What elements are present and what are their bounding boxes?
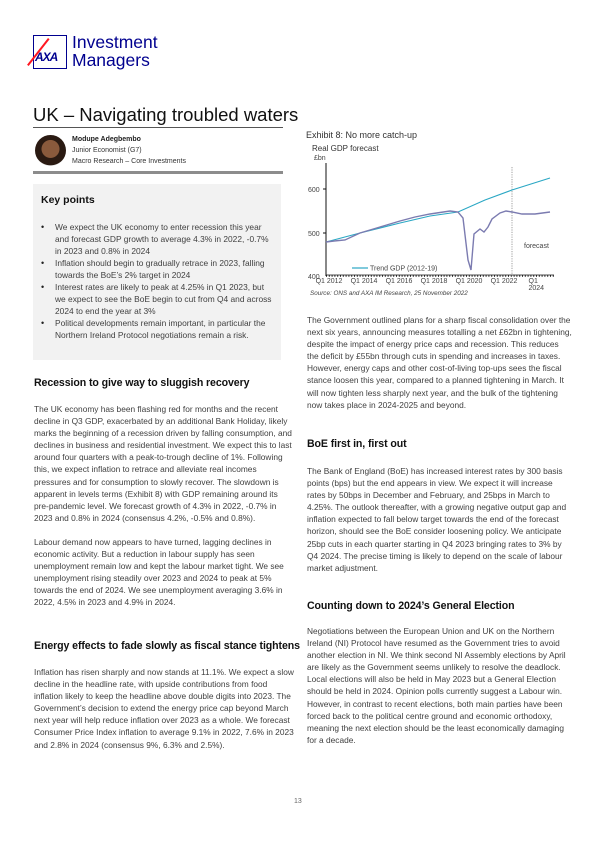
- author-team: Macro Research – Core Investments: [72, 158, 186, 165]
- gdp-line-chart: [300, 155, 560, 281]
- key-points-heading: Key points: [41, 194, 95, 206]
- boe-section: [307, 465, 572, 574]
- author-role: Junior Economist (G7): [72, 147, 142, 154]
- author-divider: [33, 171, 283, 174]
- y-tick-400: 400: [308, 274, 320, 281]
- author-name: Modupe Adegbembo: [72, 136, 141, 143]
- author-block: [72, 134, 186, 167]
- y-axis-unit: £bn: [314, 155, 326, 162]
- author-avatar: [35, 135, 66, 166]
- paragraph: The UK economy has been flashing red for months and the recent decline in Q3 GDP, exacerbated by an additional Bank Holiday, likely marks the beginning of a recession driven by falling consumption, and declines in business and residential investment. We expect this to last around four quarters with a peak-to-trough decline of 1%. Following this, we expect inflation to retrace and alleviate real incomes pressures and for consumption to slowly recover. The slowdown is apparent in levels terms (Exhibit 8) with GDP remaining around its pre-pandemic level. We forecast growth of 4.3% in 2022, -0.7% in 2023 and 0.8% in 2024 (consensus 4.2%, -0.5% and 0.8%).: [34, 404, 292, 523]
- heading-recession: Recession to give way to sluggish recovery: [34, 377, 250, 389]
- x-tick: Q1 2020: [455, 278, 483, 285]
- y-tick-600: 600: [308, 187, 320, 194]
- trend-gdp-line: [326, 178, 550, 242]
- heading-energy: Energy effects to fade slowly as fiscal stance tightens: [34, 640, 300, 652]
- key-points-box: [33, 184, 281, 360]
- paragraph: The Bank of England (BoE) has increased interest rates by 300 basis points (bps) but the end appears in view. We expect it will increase rates by 50bps in December and February, and 25bps in March to 4.25%. The outlook thereafter, with a growing negative output gap and inflation expected to fall below target towards the end of the forecast horizon, should see the BoE consider loosening policy. We anticipate 25bp cuts in each quarter starting in Q4 2023 bringing rates to 3% by Q4 2024. The precise timing is likely to depend on the scale of labour market adjustment.: [307, 466, 567, 573]
- x-tick: Q1 2016: [385, 278, 413, 285]
- fiscal-paragraph: [307, 314, 572, 411]
- key-point-item: • We expect the UK economy to enter recession this year and forecast GDP growth to average 4.3% in 2022, -0.7% in 2023 and 0.8% in 2024: [41, 221, 275, 257]
- key-points-list: [41, 221, 275, 341]
- logo-wordmark: [72, 33, 158, 69]
- key-point-item: • Political developments remain important, in particular the Northern Ireland Protocol negotiations remain a risk.: [41, 317, 275, 341]
- forecast-label: forecast: [524, 243, 549, 250]
- y-tick-500: 500: [308, 231, 320, 238]
- key-point-item: • Inflation should begin to gradually retrace in 2023, falling towards the BoE’s 2% target in 2024: [41, 257, 275, 281]
- logo-line-1: Investment: [72, 32, 158, 52]
- x-tick: Q1 2018: [420, 278, 448, 285]
- logo-line-2: Managers: [72, 50, 150, 70]
- heading-election: Counting down to 2024’s General Election: [307, 600, 515, 612]
- x-tick: Q1 2022: [490, 278, 518, 285]
- exhibit-title: Exhibit 8: No more catch-up: [306, 130, 418, 140]
- x-tick: Q1 2012: [315, 278, 343, 285]
- paragraph: Negotiations between the European Union and UK on the Northern Ireland (NI) Protocol have resumed as the Government tries to avoid another election in NI. We think second NI Assembly elections by April are likely as the Government seems unlikely to resolve the deadlock. Local elections will also be held in May 2023 but a General Election should be held in 2024. Opinion polls currently suggest a Labour win. However, in contrast to recent elections, both main parties have been forced back to the political centre ground and economic orthodoxy, meaning the next election should be the least economically damaging for a decade.: [307, 626, 566, 745]
- key-point-item: • Interest rates are likely to peak at 4.25% in Q1 2023, but we expect to see the BoE begin to cut from Q4 and across 2024 to end the year at 3%: [41, 281, 275, 317]
- election-section: [307, 625, 572, 746]
- page-title: UK – Navigating troubled waters: [33, 104, 299, 125]
- axa-im-logo: [33, 32, 173, 71]
- energy-section: [34, 666, 294, 751]
- exhibit-subtitle: Real GDP forecast: [312, 144, 379, 153]
- paragraph: The Government outlined plans for a sharp fiscal consolidation over the next six years, announcing measures totalling a net £62bn in tightening, despite the impact of energy price caps and recession. This reduces the deficit by £55bn through cuts in spending and increases in taxes. However, energy caps and other cost-of-living top-ups sees the fiscal stance loosen this year, compared to a planned tightening in March. It will now tighten less sharply next year, and the bulk of the tightening now takes place in 2024-2025 and beyond.: [307, 315, 572, 410]
- x-tick: Q1 2014: [350, 278, 378, 285]
- paragraph: Inflation has risen sharply and now stands at 11.1%. We expect a slow decline in the headline rate, with upside contributions from food inflation likely to keep the headline above double digits into 2023. The Government’s decision to extend the energy price cap beyond March next year will help reduce inflation over 2023 as a whole. We forecast Consumer Price Index inflation to average 9.1% in 2022, 7.6% in 2023 and 2.8% in 2024 (consensus 9%, 6.3% and 2.5%).: [34, 667, 294, 750]
- heading-boe: BoE first in, first out: [307, 438, 407, 450]
- chart-source: Source: ONS and AXA IM Research, 25 November 2022: [310, 290, 468, 297]
- recession-section: [34, 403, 294, 609]
- x-axis-ticks: [300, 278, 560, 292]
- axa-logo-mark: [33, 35, 67, 69]
- title-divider: [33, 127, 283, 128]
- legend-label-trend: Trend GDP (2012-19): [370, 265, 438, 273]
- paragraph: Labour demand now appears to have turned, lagging declines in economic activity. But a reduction in labour supply has seen unemployment remain low and kept the labour market tight. We see unemployment rising steadily over 2023 and 2024 to peak at 5% towards the end of 2024. We see unemployment averaging 3.6% in 2022, 4.5% in 2023 and 4.9% in 2024.: [34, 536, 284, 608]
- logo-mark-text: AXA: [35, 50, 58, 64]
- real-gdp-line: [326, 211, 550, 270]
- x-tick: Q1 2024: [528, 278, 545, 292]
- page-number: 13: [294, 798, 302, 805]
